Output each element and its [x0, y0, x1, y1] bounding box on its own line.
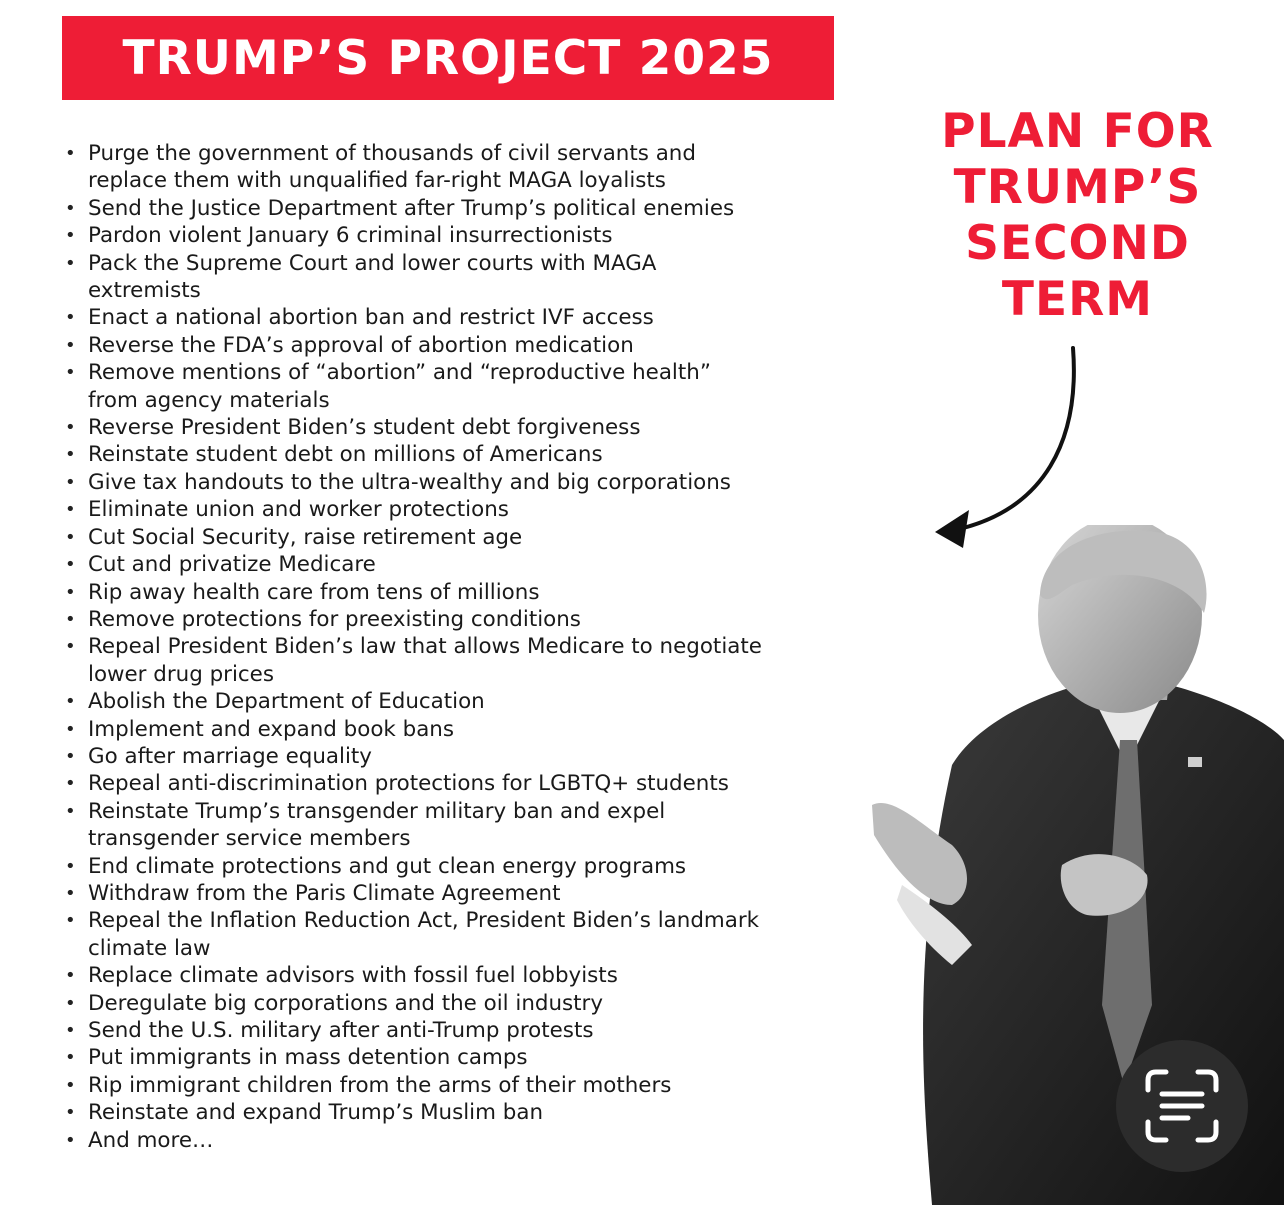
list-item-text: Repeal anti-discrimination protections for LGBTQ+ students — [88, 771, 729, 797]
list-item-text: Repeal the Inflation Reduction Act, President Biden’s landmark — [88, 908, 760, 934]
list-item-text: Pack the Supreme Court and lower courts with MAGA — [88, 250, 657, 276]
live-text-scan-button[interactable] — [1116, 1040, 1248, 1172]
list-item — [62, 579, 862, 606]
bullet-dot-icon: • — [65, 1047, 76, 1069]
list-item — [62, 222, 862, 249]
list-item — [62, 140, 862, 167]
list-item — [62, 990, 862, 1017]
list-item — [62, 606, 862, 633]
bullet-dot-icon: • — [65, 1020, 76, 1041]
list-item-text: Reverse the FDA’s approval of abortion medication — [88, 332, 634, 358]
side-heading-line: TRUMP’S — [953, 160, 1202, 215]
list-item — [62, 743, 862, 770]
list-item — [62, 1072, 862, 1099]
list-item-text: Purge the government of thousands of civil servants and — [88, 141, 696, 166]
list-item — [62, 551, 862, 578]
title-banner — [62, 16, 834, 100]
list-item-text: Cut Social Security, raise retirement age — [88, 524, 523, 550]
list-item — [62, 387, 862, 414]
list-item — [62, 167, 862, 194]
bullet-list — [62, 140, 862, 1154]
list-item — [62, 1044, 862, 1071]
list-item-text: replace them with unqualified far-right MAGA loyalists — [88, 168, 666, 194]
list-item-text: Reverse President Biden’s student debt forgiveness — [88, 415, 641, 441]
bullet-dot-icon: • — [65, 745, 76, 767]
list-item-text: Implement and expand book bans — [88, 716, 455, 742]
bullet-dot-icon: • — [65, 1129, 76, 1151]
bullet-dot-icon: • — [65, 225, 76, 247]
list-item — [62, 277, 862, 304]
list-item-text: And more… — [88, 1127, 214, 1153]
list-item — [62, 359, 862, 386]
bullet-dot-icon: • — [65, 444, 76, 466]
list-item-text: Rip immigrant children from the arms of their mothers — [88, 1072, 672, 1098]
list-item-text: Give tax handouts to the ultra-wealthy and big corporations — [88, 469, 731, 495]
list-item-text: Repeal President Biden’s law that allows Medicare to negotiate — [88, 634, 762, 660]
list-item — [62, 716, 862, 743]
side-heading-line: TERM — [1001, 272, 1154, 327]
side-heading-line: SECOND — [965, 216, 1190, 271]
bullet-dot-icon: • — [65, 307, 76, 329]
bullet-dot-icon: • — [65, 362, 76, 384]
list-item — [62, 304, 862, 331]
list-item-text: lower drug prices — [88, 661, 274, 687]
list-item-text: Pardon violent January 6 criminal insurrectionists — [88, 223, 613, 249]
page-title: TRUMP’S PROJECT 2025 — [122, 30, 774, 86]
list-item-text: Cut and privatize Medicare — [88, 552, 376, 578]
bullet-dot-icon: • — [65, 691, 76, 713]
bullet-dot-icon: • — [65, 718, 76, 740]
list-item — [62, 661, 862, 688]
list-item — [62, 770, 862, 797]
list-item-text: Abolish the Department of Education — [88, 689, 485, 715]
bullet-dot-icon: • — [65, 526, 76, 548]
list-item-text: Go after marriage equality — [88, 743, 372, 769]
list-item-text: climate law — [88, 935, 211, 961]
live-text-scan-icon — [1142, 1066, 1222, 1146]
bullet-dot-icon: • — [65, 581, 76, 603]
bullet-dot-icon: • — [65, 910, 76, 932]
list-item — [62, 880, 862, 907]
list-item — [62, 825, 862, 852]
list-item — [62, 1099, 862, 1126]
list-item — [62, 907, 862, 934]
bullet-dot-icon: • — [65, 608, 76, 630]
bullet-dot-icon: • — [65, 143, 76, 164]
list-item-text: Replace climate advisors with fossil fuel lobbyists — [88, 963, 618, 989]
list-item-text: End climate protections and gut clean energy programs — [88, 853, 687, 879]
bullet-dot-icon: • — [65, 882, 76, 904]
bullet-dot-icon: • — [65, 855, 76, 877]
list-item — [62, 496, 862, 523]
bullet-dot-icon: • — [65, 417, 76, 439]
side-heading-line: PLAN FOR — [941, 104, 1214, 159]
list-item — [62, 935, 862, 962]
list-item — [62, 250, 862, 277]
bullet-dot-icon: • — [65, 636, 76, 658]
bullet-dot-icon: • — [65, 554, 76, 576]
list-item — [62, 332, 862, 359]
list-item — [62, 962, 862, 989]
bullet-dot-icon: • — [65, 334, 76, 356]
list-item — [62, 195, 862, 222]
list-item — [62, 688, 862, 715]
bullet-dot-icon: • — [65, 499, 76, 521]
list-item — [62, 469, 862, 496]
list-item-text: Reinstate Trump’s transgender military ban and expel — [88, 798, 666, 824]
bullet-dot-icon: • — [65, 965, 76, 987]
list-item-text: Deregulate big corporations and the oil industry — [88, 990, 604, 1016]
list-item-text: Remove mentions of “abortion” and “reproductive health” — [88, 360, 711, 386]
list-item — [62, 1017, 862, 1044]
bullet-dot-icon: • — [65, 1074, 76, 1096]
list-item-text: extremists — [88, 278, 201, 304]
list-item-text: Rip away health care from tens of millions — [88, 579, 540, 605]
list-item-text: Send the Justice Department after Trump’s political enemies — [88, 195, 735, 221]
bullet-dot-icon: • — [65, 992, 76, 1014]
bullet-dot-icon: • — [65, 197, 76, 219]
list-item-text: Remove protections for preexisting conditions — [88, 606, 581, 632]
bullet-dot-icon: • — [65, 1102, 76, 1124]
list-item-text: Reinstate student debt on millions of Americans — [88, 442, 603, 468]
bullet-dot-icon: • — [65, 800, 76, 822]
list-item — [62, 414, 862, 441]
list-item-text: transgender service members — [88, 826, 411, 852]
side-heading — [915, 104, 1240, 328]
bullet-dot-icon: • — [65, 471, 76, 493]
list-item-text: Eliminate union and worker protections — [88, 497, 509, 523]
list-item — [62, 524, 862, 551]
list-item-text: Reinstate and expand Trump’s Muslim ban — [88, 1100, 544, 1126]
list-item-text: Send the U.S. military after anti-Trump protests — [88, 1018, 594, 1043]
list-item-text: Enact a national abortion ban and restrict IVF access — [88, 305, 654, 331]
list-item — [62, 441, 862, 468]
list-item — [62, 1127, 862, 1154]
list-item-text: from agency materials — [88, 387, 330, 413]
bullet-dot-icon: • — [65, 773, 76, 795]
list-item — [62, 853, 862, 880]
list-item — [62, 633, 862, 660]
list-item-text: Withdraw from the Paris Climate Agreement — [88, 880, 561, 906]
bullet-dot-icon: • — [65, 252, 76, 274]
list-item-text: Put immigrants in mass detention camps — [88, 1045, 528, 1071]
list-item — [62, 798, 862, 825]
